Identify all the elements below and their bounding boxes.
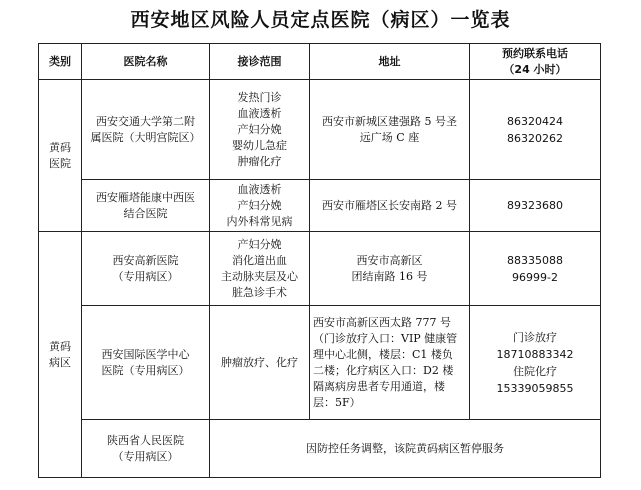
address-text: 理中心北侧，楼层：C1 楼负 xyxy=(313,347,453,361)
category-cell-yellow-hospital xyxy=(39,80,82,232)
table-row xyxy=(39,306,601,420)
scope-item: 血液透析 xyxy=(237,106,282,120)
phone-number: 86320424 xyxy=(507,114,563,128)
header-phone-hours: （24 小时） xyxy=(503,62,567,76)
category-label: 医院 xyxy=(49,156,71,170)
hospital-name-cell xyxy=(82,420,210,478)
hospital-name: （专用病区） xyxy=(112,449,179,463)
header-hospital-name: 医院名称 xyxy=(82,44,210,80)
scope-item: 产妇分娩 xyxy=(237,198,282,212)
phone-number: 96999-2 xyxy=(512,270,558,284)
address-text: 西安市高新区西太路 777 号 xyxy=(313,315,451,329)
phone-number: 88335088 xyxy=(507,253,563,267)
phone-cell xyxy=(470,306,601,420)
table-row xyxy=(39,232,601,306)
address-text: 西安市雁塔区长安南路 2 号 xyxy=(322,198,457,212)
hospital-table xyxy=(38,43,601,478)
hospital-name: 陕西省人民医院 xyxy=(107,433,184,447)
hospital-name: （专用病区） xyxy=(112,269,179,283)
address-cell xyxy=(310,80,470,180)
header-scope: 接诊范围 xyxy=(210,44,310,80)
header-category: 类别 xyxy=(39,44,82,80)
scope-item: 主动脉夹层及心 xyxy=(221,269,298,283)
table-header-row xyxy=(39,44,601,80)
scope-item: 婴幼儿急症 xyxy=(232,138,287,152)
address-cell xyxy=(310,306,470,420)
phone-number: 89323680 xyxy=(507,199,563,212)
hospital-name-cell xyxy=(82,306,210,420)
table-row xyxy=(39,180,601,232)
address-text: 团结南路 16 号 xyxy=(351,269,428,283)
header-phone-label: 预约联系电话 xyxy=(502,46,568,60)
scope-item: 产妇分娩 xyxy=(237,237,282,251)
scope-item: 脏急诊手术 xyxy=(232,285,287,299)
header-phone xyxy=(470,44,601,80)
hospital-name-cell xyxy=(82,232,210,306)
phone-number: 15339059855 xyxy=(496,381,574,395)
address-text: 西安市高新区 xyxy=(356,253,423,267)
scope-item: 血液透析 xyxy=(237,182,282,196)
hospital-name: 西安雁塔能康中西医 xyxy=(96,190,195,204)
hospital-name: 属医院（大明宫院区） xyxy=(90,130,201,144)
category-label: 黄码 xyxy=(49,140,71,154)
table-row xyxy=(39,420,601,478)
hospital-name: 西安高新医院 xyxy=(112,253,179,267)
phone-label: 门诊放疗 xyxy=(513,330,557,344)
scope-item: 肿瘤放疗、化疗 xyxy=(221,355,298,369)
hospital-name: 医院（专用病区） xyxy=(101,363,190,377)
scope-cell xyxy=(210,232,310,306)
category-label: 病区 xyxy=(49,355,71,369)
phone-label: 住院化疗 xyxy=(513,364,557,378)
scope-item: 发热门诊 xyxy=(237,90,282,104)
phone-cell xyxy=(470,180,601,232)
phone-number: 18710883342 xyxy=(496,347,574,361)
hospital-name-cell xyxy=(82,80,210,180)
scope-item: 肿瘤化疗 xyxy=(237,154,282,168)
address-text: 远广场 C 座 xyxy=(359,130,420,144)
address-text: 层：5F） xyxy=(313,395,361,409)
phone-number: 86320262 xyxy=(507,131,563,145)
address-cell xyxy=(310,232,470,306)
scope-item: 消化道出血 xyxy=(232,253,287,267)
phone-cell xyxy=(470,232,601,306)
phone-cell xyxy=(470,80,601,180)
scope-cell xyxy=(210,180,310,232)
document-title: 西安地区风险人员定点医院（病区）一览表 xyxy=(130,9,511,31)
address-text: 隔离病房患者专用通道，楼 xyxy=(313,379,445,393)
hospital-name: 西安交通大学第二附 xyxy=(96,114,195,128)
scope-cell xyxy=(210,80,310,180)
scope-cell xyxy=(210,306,310,420)
scope-item: 产妇分娩 xyxy=(237,122,282,136)
category-label: 黄码 xyxy=(49,339,71,353)
hospital-name: 西安国际医学中心 xyxy=(101,347,190,361)
hospital-name-cell xyxy=(82,180,210,232)
address-text: （门诊放疗入口：VIP 健康管 xyxy=(313,331,458,345)
header-address: 地址 xyxy=(310,44,470,80)
address-text: 二楼；化疗病区入口：D2 楼 xyxy=(313,363,454,377)
address-cell xyxy=(310,180,470,232)
category-cell-yellow-ward xyxy=(39,232,82,478)
hospital-name: 结合医院 xyxy=(123,206,168,220)
table-row xyxy=(39,80,601,180)
scope-item: 内外科常见病 xyxy=(226,214,293,228)
service-suspended-notice: 因防控任务调整，该院黄码病区暂停服务 xyxy=(210,420,601,478)
address-text: 西安市新城区建强路 5 号圣 xyxy=(322,114,457,128)
